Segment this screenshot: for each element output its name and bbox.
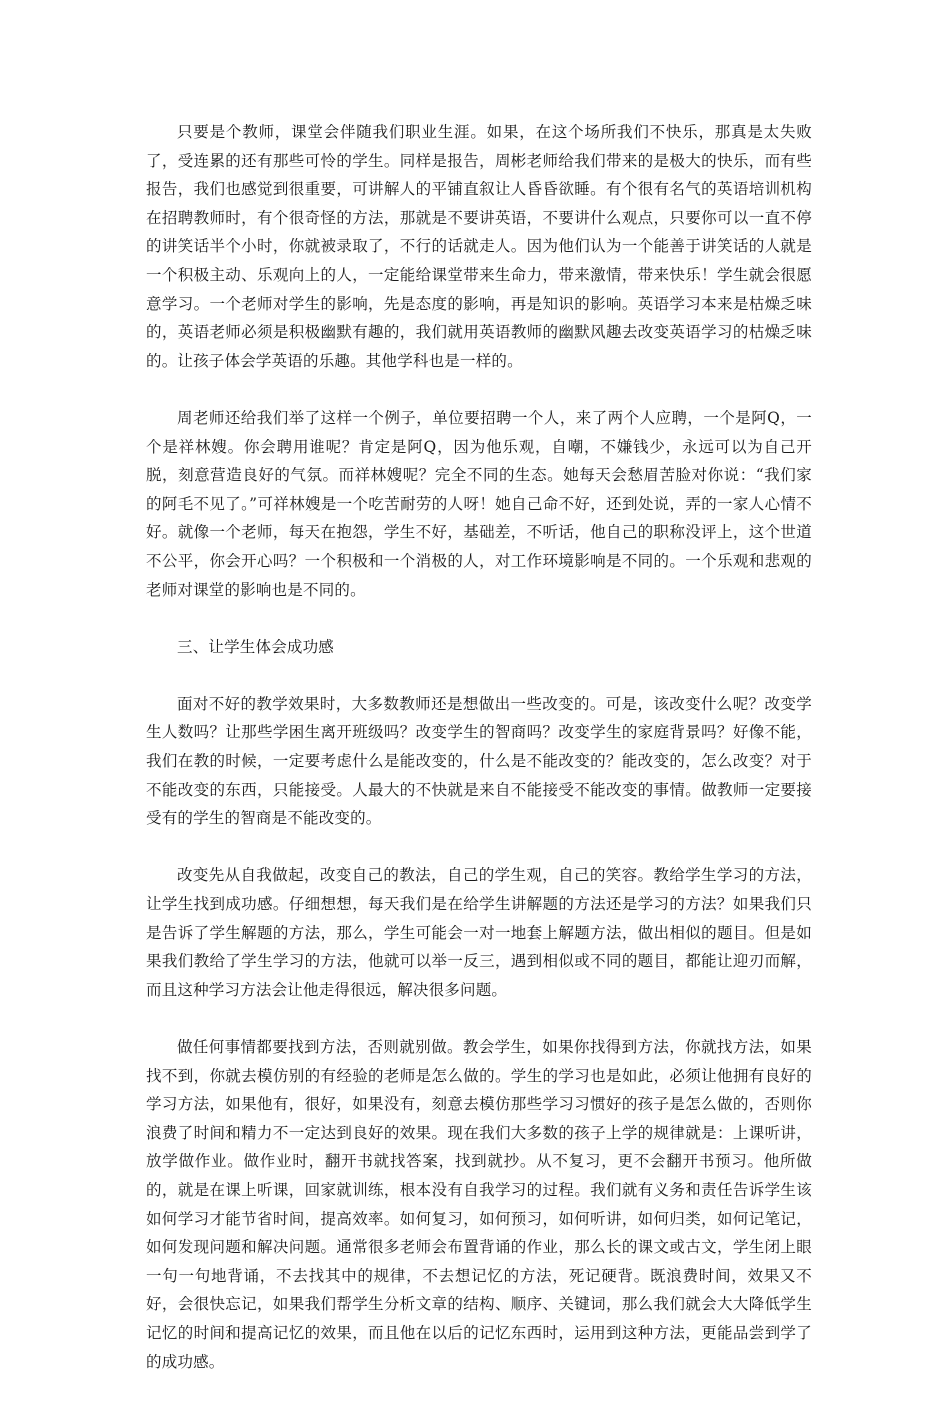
section-heading-success: 三、让学生体会成功感: [177, 637, 335, 656]
paragraph-ah-q-example: 周老师还给我们举了这样一个例子，单位要招聘一个人，来了两个人应聘，一个是阿Q，一个是祥林嫂。你会聘用谁呢？肯定是阿Q，因为他乐观，自嘲，不嫌钱少，永远可以为自己开脱，刻意营造良好的气氛。而祥林嫂呢？完全不同的生态。她每天会愁眉苦脸对你说：“我们家的阿毛不见了。”可祥林嫂是一个吃苦耐劳的人呀！她自己命不好，还到处说，弄的一家人心情不好。就像一个老师，每天在抱怨，学生不好，基础差，不听话，他自己的职称没评上，这个世道不公平，你会开心吗？一个积极和一个消极的人，对工作环境影响是不同的。一个乐观和悲观的老师对课堂的影响也是不同的。: [146, 408, 812, 599]
document-body: [146, 118, 812, 1405]
paragraph-find-methods: 做任何事情都要找到方法，否则就别做。教会学生，如果你找得到方法，你就找方法，如果找不到，你就去模仿别的有经验的老师是怎么做的。学生的学习也是如此，必须让他拥有良好的学习方法，如果他有，很好，如果没有，刻意去模仿那些学习习惯好的孩子是怎么做的，否则你浪费了时间和精力不一定达到良好的效果。现在我们大多数的孩子上学的规律就是：上课听讲，放学做作业。做作业时，翻开书就找答案，找到就抄。从不复习，更不会翻开书预习。他所做的，就是在课上听课，回家就训练，根本没有自我学习的过程。我们就有义务和责任告诉学生该如何学习才能节省时间，提高效率。如何复习，如何预习，如何听讲，如何归类，如何记笔记，如何发现问题和解决问题。通常很多老师会布置背诵的作业，那么长的课文或古文，学生闭上眼一句一句地背诵，不去找其中的规律，不去想记忆的方法，死记硬背。既浪费时间，效果又不好，会很快忘记，如果我们帮学生分析文章的结构、顺序、关键词，那么我们就会大大降低学生记忆的时间和提高记忆的效果，而且他在以后的记忆东西时，运用到这种方法，更能品尝到学了的成功感。: [146, 1038, 812, 1371]
paragraph-what-can-change: 面对不好的教学效果时，大多数教师还是想做出一些改变的。可是，该改变什么呢？改变学生人数吗？让那些学困生离开班级吗？改变学生的智商吗？改变学生的家庭背景吗？好像不能，我们在教的时候，一定要考虑什么是能改变的，什么是不能改变的？能改变的，怎么改变？对于不能改变的东西，只能接受。人最大的不快就是来自不能接受不能改变的事情。做教师一定要接受有的学生的智商是不能改变的。: [146, 694, 812, 828]
paragraph-teacher-classroom-joy: 只要是个教师，课堂会伴随我们职业生涯。如果，在这个场所我们不快乐，那真是太失败了，受连累的还有那些可怜的学生。同样是报告，周彬老师给我们带来的是极大的快乐，而有些报告，我们也感觉到很重要，可讲解人的平铺直叙让人昏昏欲睡。有个很有名气的英语培训机构在招聘教师时，有个很奇怪的方法，那就是不要讲英语，不要讲什么观点，只要你可以一直不停的讲笑话半个小时，你就被录取了，不行的话就走人。因为他们认为一个能善于讲笑话的人就是一个积极主动、乐观向上的人，一定能给课堂带来生命力，带来激情，带来快乐！学生就会很愿意学习。一个老师对学生的影响，先是态度的影响，再是知识的影响。英语学习本来是枯燥乏味的，英语老师必须是积极幽默有趣的，我们就用英语教师的幽默风趣去改变英语学习的枯燥乏味的。让孩子体会学英语的乐趣。其他学科也是一样的。: [146, 123, 812, 370]
paragraph-change-yourself: 改变先从自我做起，改变自己的教法，自己的学生观，自己的笑容。教给学生学习的方法，让学生找到成功感。仔细想想，每天我们是在给学生讲解题的方法还是学习的方法？如果我们只是告诉了学生解题的方法，那么，学生可能会一对一地套上解题方法，做出相似的题目。但是如果我们教给了学生学习的方法，他就可以举一反三，遇到相似或不同的题目，都能让迎刃而解，而且这种学习方法会让他走得很远，解决很多问题。: [146, 866, 812, 999]
